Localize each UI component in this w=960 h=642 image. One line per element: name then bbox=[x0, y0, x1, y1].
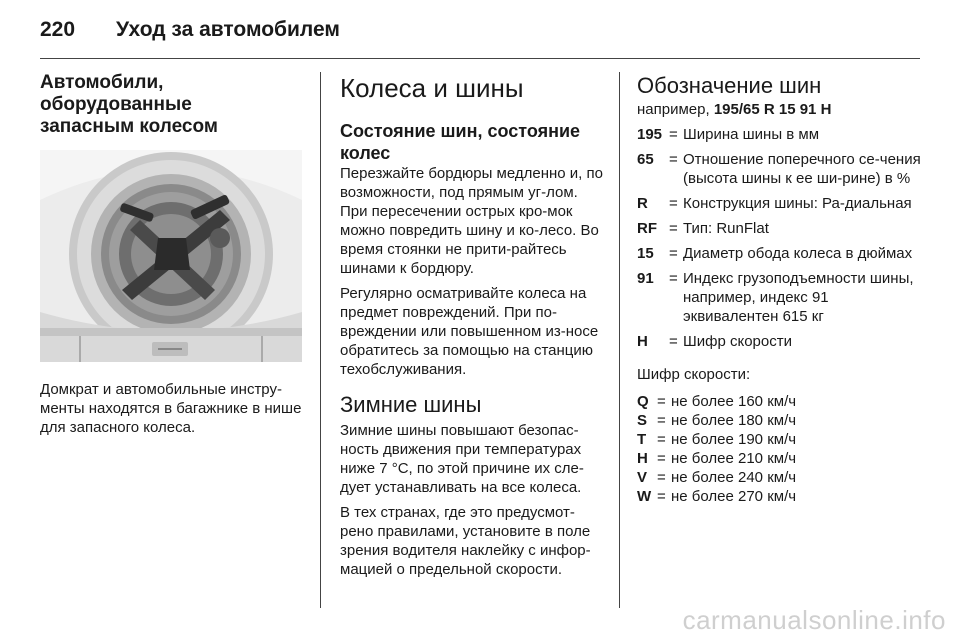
example-value: 195/65 R 15 91 H bbox=[713, 101, 832, 118]
header-rule bbox=[40, 58, 920, 59]
speed-row bbox=[637, 430, 927, 449]
example-prefix: например, bbox=[637, 101, 710, 118]
column-spare-wheel bbox=[40, 72, 306, 443]
speed-row-code: T bbox=[637, 431, 647, 448]
paragraph-kerbs: Перезжайте бордюры медленно и, по возможности, под прямым уг-лом. При пересечении острых кро-мок можно повредить шину и ко-лесо. Во время стоянки не прити-райтесь шинами к бордюру. bbox=[340, 165, 603, 277]
designation-row bbox=[637, 150, 927, 188]
designation-row-equals: = bbox=[669, 245, 678, 262]
designation-row-description: Конструкция шины: Ра-диальная bbox=[683, 195, 912, 212]
heading-line-1: Автомобили, оборудованные bbox=[40, 72, 192, 115]
designation-row-equals: = bbox=[669, 151, 678, 168]
designation-row-code: R bbox=[637, 195, 648, 212]
designation-row bbox=[637, 269, 927, 326]
designation-row bbox=[637, 219, 927, 238]
speed-row-description: не более 210 км/ч bbox=[671, 450, 797, 467]
watermark: carmanualsonline.info bbox=[682, 605, 946, 635]
designation-row bbox=[637, 244, 927, 263]
designation-row bbox=[637, 332, 927, 351]
column-divider-2 bbox=[619, 72, 620, 608]
designation-row-code: 15 bbox=[637, 245, 654, 262]
designation-row-description: Диаметр обода колеса в дюймах bbox=[683, 245, 913, 262]
section-title-winter-tyres: Зимние шины bbox=[340, 392, 482, 417]
paragraph-winter-safety: Зимние шины повышают безопас-ность движения при температурах ниже 7 °С, по этой причине их сле-дует устанавливать на все колеса. bbox=[340, 422, 584, 496]
speed-row-equals: = bbox=[657, 450, 666, 467]
designation-row-code: RF bbox=[637, 220, 657, 237]
designation-row-code: H bbox=[637, 333, 648, 350]
subsection-tyre-condition: Состояние шин, состояние колес bbox=[340, 121, 581, 163]
speed-code-list bbox=[637, 392, 927, 506]
page-number: 220 bbox=[40, 18, 76, 41]
designation-row-description: Шифр скорости bbox=[683, 333, 792, 350]
paragraph-inspection: Регулярно осматривайте колеса на предмет повреждений. При по-вреждении или повышенном из-носе обратитесь за помощью на станцию техобслуживания. bbox=[340, 285, 599, 378]
designation-row-code: 91 bbox=[637, 270, 654, 287]
speed-row-equals: = bbox=[657, 393, 666, 410]
speed-row bbox=[637, 487, 927, 506]
designation-code-list bbox=[637, 125, 927, 351]
speed-row-description: не более 180 км/ч bbox=[671, 412, 797, 429]
speed-row bbox=[637, 468, 927, 487]
heading-line-2: запасным колесом bbox=[40, 116, 218, 137]
designation-row bbox=[637, 194, 927, 213]
speed-row-equals: = bbox=[657, 469, 666, 486]
speed-row-description: не более 190 км/ч bbox=[671, 431, 797, 448]
designation-row-description: Ширина шины в мм bbox=[683, 126, 820, 143]
designation-example bbox=[637, 100, 927, 120]
designation-row-equals: = bbox=[669, 270, 678, 287]
chapter-title: Уход за автомобилем bbox=[116, 18, 340, 41]
designation-row-code: 65 bbox=[637, 151, 654, 168]
designation-row-equals: = bbox=[669, 220, 678, 237]
speed-row-description: не более 240 км/ч bbox=[671, 469, 797, 486]
designation-row-code: 195 bbox=[637, 126, 663, 143]
section-title-tyre-designation: Обозначение шин bbox=[637, 73, 822, 98]
speed-row-description: не более 160 км/ч bbox=[671, 393, 797, 410]
column-tyre-designation bbox=[637, 72, 927, 506]
designation-row-equals: = bbox=[669, 333, 678, 350]
speed-row-equals: = bbox=[657, 488, 666, 505]
designation-row-equals: = bbox=[669, 126, 678, 143]
speed-row-code: H bbox=[637, 450, 648, 467]
speed-row-equals: = bbox=[657, 412, 666, 429]
speed-row-code: W bbox=[637, 488, 652, 505]
designation-row-description: Отношение поперечного се-чения (высота шины к ее ши-рине) в % bbox=[683, 151, 921, 187]
designation-row-equals: = bbox=[669, 195, 678, 212]
photo-caption: Домкрат и автомобильные инстру-менты находятся в багажнике в нише для запасного колеса. bbox=[40, 381, 302, 436]
spare-wheel-photo bbox=[40, 150, 302, 362]
section-title-wheels-tyres: Колеса и шины bbox=[340, 73, 524, 103]
section-heading-spare-wheel bbox=[40, 72, 306, 138]
speed-row-code: V bbox=[637, 469, 648, 486]
speed-row-code: S bbox=[637, 412, 648, 429]
column-wheels-tyres bbox=[340, 72, 606, 585]
column-divider-1 bbox=[320, 72, 321, 608]
spare-wheel-illustration bbox=[40, 150, 302, 362]
designation-row bbox=[637, 125, 927, 144]
speed-row bbox=[637, 392, 927, 411]
speed-row-code: Q bbox=[637, 393, 649, 410]
designation-row-description: Индекс грузоподъемности шины, например, индекс 91 эквивалентен 615 кг bbox=[683, 270, 914, 325]
speed-row-equals: = bbox=[657, 431, 666, 448]
paragraph-speed-sticker: В тех странах, где это предусмот-рено правилами, установите в поле зрения водителя наклейку с инфор-мацией о предельной скорости. bbox=[340, 504, 591, 578]
speed-row bbox=[637, 411, 927, 430]
designation-row-description: Тип: RunFlat bbox=[683, 220, 769, 237]
speed-code-title: Шифр скорости: bbox=[637, 366, 751, 383]
speed-row-description: не более 270 км/ч bbox=[671, 488, 797, 505]
speed-row bbox=[637, 449, 927, 468]
